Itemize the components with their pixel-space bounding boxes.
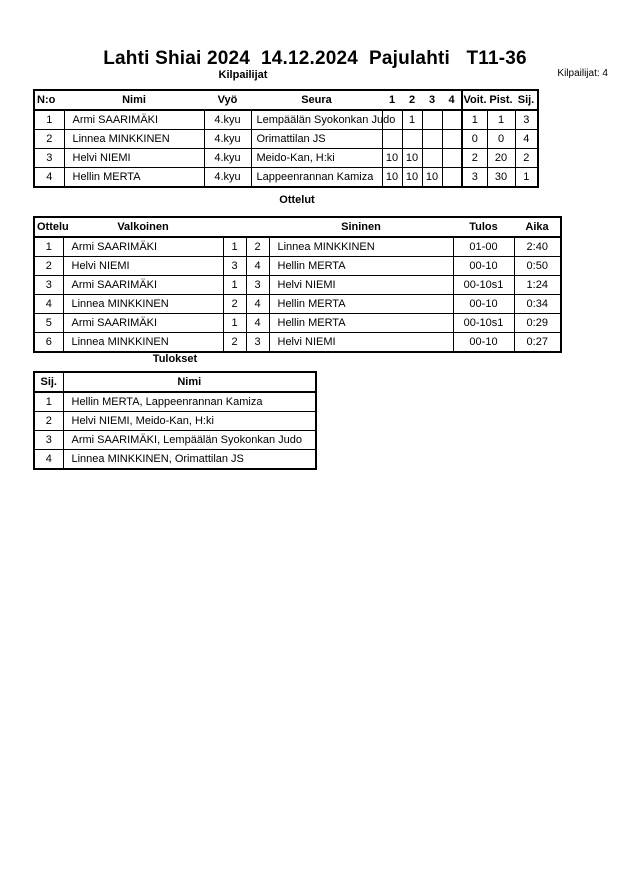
competitor-m3-cell — [422, 110, 442, 130]
competitors-header-m1: 1 — [382, 90, 402, 110]
results-header-row — [34, 372, 316, 392]
match-blue-no-cell: 4 — [246, 314, 269, 333]
match-blue-name-cell: Hellin MERTA — [269, 295, 453, 314]
competitor-belt-cell: 4.kyu — [204, 149, 251, 168]
results-header-place: Sij. — [34, 372, 63, 392]
competitor-m4-cell — [442, 149, 462, 168]
result-row — [34, 392, 316, 412]
match-blue-no-cell: 3 — [246, 276, 269, 295]
results-header-name: Nimi — [63, 372, 316, 392]
matches-header-result: Tulos — [453, 217, 514, 237]
competitor-points-cell: 20 — [487, 149, 515, 168]
competitor-points-cell: 1 — [487, 110, 515, 130]
matches-header-time: Aika — [514, 217, 561, 237]
result-row — [34, 450, 316, 470]
result-name-cell: Hellin MERTA, Lappeenrannan Kamiza — [63, 392, 316, 412]
match-row — [34, 276, 561, 295]
competitor-wins-cell: 1 — [462, 110, 487, 130]
match-white-name-cell: Linnea MINKKINEN — [63, 333, 223, 353]
competitor-place-cell: 2 — [515, 149, 538, 168]
result-name-cell: Linnea MINKKINEN, Orimattilan JS — [63, 450, 316, 470]
match-blue-no-cell: 3 — [246, 333, 269, 353]
competitor-m4-cell — [442, 110, 462, 130]
match-result-cell: 00-10 — [453, 295, 514, 314]
competitor-m1-cell: 10 — [382, 149, 402, 168]
competitor-m2-cell — [402, 130, 422, 149]
matches-header-white: Valkoinen — [63, 217, 223, 237]
match-row — [34, 333, 561, 353]
competitor-name-cell: Hellin MERTA — [64, 168, 204, 188]
competitor-belt-cell: 4.kyu — [204, 130, 251, 149]
match-white-no-cell: 3 — [223, 257, 246, 276]
result-row — [34, 412, 316, 431]
match-time-cell: 0:50 — [514, 257, 561, 276]
match-row — [34, 295, 561, 314]
result-name-cell: Helvi NIEMI, Meido-Kan, H:ki — [63, 412, 316, 431]
match-row — [34, 237, 561, 257]
result-place-cell: 1 — [34, 392, 63, 412]
competitor-place-cell: 4 — [515, 130, 538, 149]
competitor-m2-cell: 1 — [402, 110, 422, 130]
match-blue-name-cell: Helvi NIEMI — [269, 276, 453, 295]
competitor-m4-cell — [442, 168, 462, 188]
competitor-belt-cell: 4.kyu — [204, 168, 251, 188]
competitors-table — [33, 89, 539, 188]
matches-header-row — [34, 217, 561, 237]
competitors-header-m4: 4 — [442, 90, 462, 110]
competitors-header-club: Seura — [251, 90, 382, 110]
competitor-no-cell: 4 — [34, 168, 64, 188]
competitors-header-name: Nimi — [64, 90, 204, 110]
competitor-m1-cell: 10 — [382, 168, 402, 188]
match-result-cell: 00-10 — [453, 257, 514, 276]
result-name-cell: Armi SAARIMÄKI, Lempäälän Syokonkan Judo — [63, 431, 316, 450]
competitor-place-cell: 1 — [515, 168, 538, 188]
competitor-wins-cell: 0 — [462, 130, 487, 149]
page-title: Lahti Shiai 2024 14.12.2024 Pajulahti T11-36 — [103, 48, 527, 69]
match-result-cell: 00-10s1 — [453, 314, 514, 333]
competitors-header-wins: Voit. — [462, 90, 487, 110]
match-white-no-cell: 2 — [223, 333, 246, 353]
match-no-cell: 2 — [34, 257, 63, 276]
competitor-name-cell: Helvi NIEMI — [64, 149, 204, 168]
competitor-belt-cell: 4.kyu — [204, 110, 251, 130]
match-white-name-cell: Linnea MINKKINEN — [63, 295, 223, 314]
competitor-wins-cell: 2 — [462, 149, 487, 168]
competitor-club-cell: Lappeenrannan Kamiza — [251, 168, 382, 188]
competitors-count: Kilpailijat: 4 — [557, 68, 608, 79]
match-white-name-cell: Armi SAARIMÄKI — [63, 276, 223, 295]
match-blue-name-cell: Hellin MERTA — [269, 257, 453, 276]
competitor-points-cell: 30 — [487, 168, 515, 188]
competitor-m2-cell: 10 — [402, 168, 422, 188]
matches-table — [33, 216, 562, 353]
match-blue-name-cell: Hellin MERTA — [269, 314, 453, 333]
competitor-m4-cell — [442, 130, 462, 149]
competitor-club-cell: Lempäälän Syokonkan Judo — [251, 110, 382, 130]
results-section-label: Tulokset — [152, 353, 198, 365]
match-no-cell: 1 — [34, 237, 63, 257]
competitor-m3-cell — [422, 149, 442, 168]
competitor-no-cell: 1 — [34, 110, 64, 130]
match-no-cell: 3 — [34, 276, 63, 295]
match-result-cell: 00-10 — [453, 333, 514, 353]
competitor-row — [34, 130, 538, 149]
matches-header-match: Ottelu — [34, 217, 63, 237]
matches-header-blue: Sininen — [269, 217, 453, 237]
match-blue-no-cell: 4 — [246, 257, 269, 276]
match-blue-name-cell: Helvi NIEMI — [269, 333, 453, 353]
match-blue-no-cell: 2 — [246, 237, 269, 257]
match-white-no-cell: 1 — [223, 237, 246, 257]
competitor-no-cell: 3 — [34, 149, 64, 168]
matches-section-label: Ottelut — [279, 194, 315, 206]
result-place-cell: 2 — [34, 412, 63, 431]
match-white-no-cell: 1 — [223, 314, 246, 333]
match-no-cell: 4 — [34, 295, 63, 314]
competitors-header-row — [34, 90, 538, 110]
competitors-header-no: N:o — [34, 90, 64, 110]
match-blue-no-cell: 4 — [246, 295, 269, 314]
match-time-cell: 1:24 — [514, 276, 561, 295]
matches-header-spacer1 — [223, 217, 246, 237]
competitor-m3-cell: 10 — [422, 168, 442, 188]
match-result-cell: 00-10s1 — [453, 276, 514, 295]
competitors-header-belt: Vyö — [204, 90, 251, 110]
result-place-cell: 3 — [34, 431, 63, 450]
competitor-m2-cell: 10 — [402, 149, 422, 168]
competitor-m3-cell — [422, 130, 442, 149]
competitor-row — [34, 110, 538, 130]
result-row — [34, 431, 316, 450]
match-no-cell: 6 — [34, 333, 63, 353]
match-time-cell: 0:27 — [514, 333, 561, 353]
match-result-cell: 01-00 — [453, 237, 514, 257]
competitor-m1-cell — [382, 130, 402, 149]
match-white-no-cell: 2 — [223, 295, 246, 314]
competitor-wins-cell: 3 — [462, 168, 487, 188]
competitors-section-label: Kilpailijat — [218, 69, 268, 81]
match-row — [34, 314, 561, 333]
competitor-club-cell: Orimattilan JS — [251, 130, 382, 149]
match-white-name-cell: Armi SAARIMÄKI — [63, 237, 223, 257]
competitors-header-m3: 3 — [422, 90, 442, 110]
competitors-header-points: Pist. — [487, 90, 515, 110]
result-place-cell: 4 — [34, 450, 63, 470]
competitor-name-cell: Armi SAARIMÄKI — [64, 110, 204, 130]
match-white-name-cell: Helvi NIEMI — [63, 257, 223, 276]
competitor-row — [34, 168, 538, 188]
competitor-name-cell: Linnea MINKKINEN — [64, 130, 204, 149]
match-blue-name-cell: Linnea MINKKINEN — [269, 237, 453, 257]
match-time-cell: 0:34 — [514, 295, 561, 314]
competitor-no-cell: 2 — [34, 130, 64, 149]
competitor-club-cell: Meido-Kan, H:ki — [251, 149, 382, 168]
match-time-cell: 2:40 — [514, 237, 561, 257]
match-white-name-cell: Armi SAARIMÄKI — [63, 314, 223, 333]
matches-header-spacer2 — [246, 217, 269, 237]
competitor-place-cell: 3 — [515, 110, 538, 130]
competitors-header-m2: 2 — [402, 90, 422, 110]
match-time-cell: 0:29 — [514, 314, 561, 333]
competitors-header-place: Sij. — [515, 90, 538, 110]
competitor-points-cell: 0 — [487, 130, 515, 149]
match-row — [34, 257, 561, 276]
results-table — [33, 371, 317, 470]
match-white-no-cell: 1 — [223, 276, 246, 295]
competitor-row — [34, 149, 538, 168]
match-no-cell: 5 — [34, 314, 63, 333]
